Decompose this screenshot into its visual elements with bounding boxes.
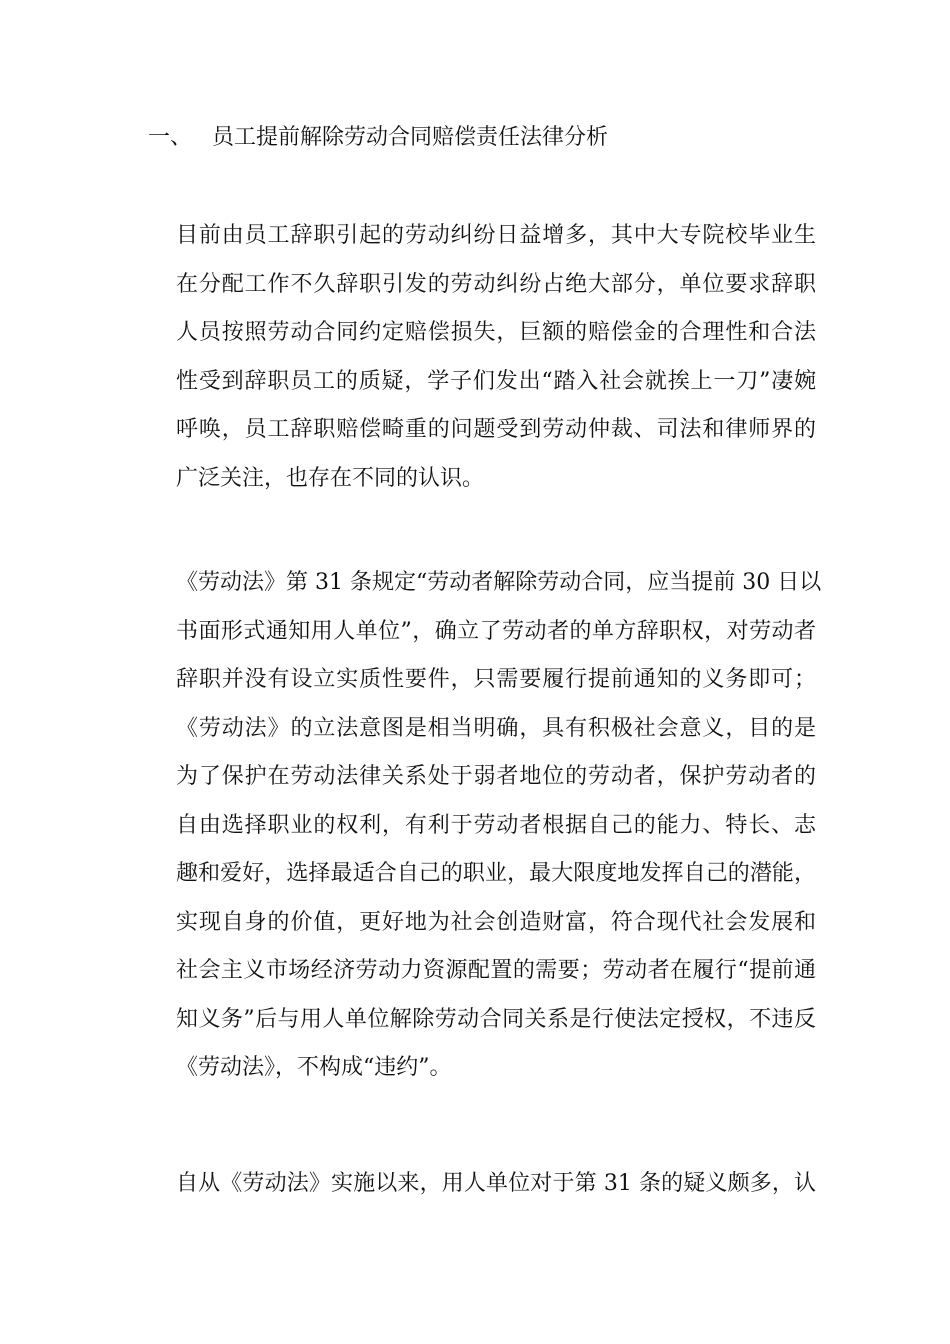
paragraph-2	[176, 559, 822, 1093]
paragraph-3	[176, 1160, 816, 1209]
paragraph-line: 趣和爱好，选择最适合自己的职业，最大限度地发挥自己的潜能，	[176, 861, 816, 886]
paragraph-line: 《劳动法》第 31 条规定“劳动者解除劳动合同，应当提前 30 日以	[176, 570, 822, 595]
section-number: 一、	[148, 125, 193, 150]
section-title: 员工提前解除劳动合同赔偿责任法律分析	[212, 125, 609, 150]
paragraph-line: 自由选择职业的权利，有利于劳动者根据自己的能力、特长、志	[176, 812, 816, 838]
paragraph-line: 辞职并没有设立实质性要件，只需要履行提前通知的义务即可；	[176, 667, 816, 692]
paragraph-line: 广泛关注，也存在不同的认识。	[176, 465, 485, 491]
paragraph-line: 性受到辞职员工的质疑，学子们发出“踏入社会就挨上一刀”凄婉	[176, 368, 816, 394]
paragraph-line: 《劳动法》，不构成“违约”。	[176, 1055, 452, 1080]
paragraph-line: 呼唤，员工辞职赔偿畸重的问题受到劳动仲裁、司法和律师界的	[176, 417, 816, 442]
paragraph-line: 书面形式通知用人单位”，确立了劳动者的单方辞职权，对劳动者	[176, 618, 816, 644]
paragraph-line: 实现自身的价值，更好地为社会创造财富，符合现代社会发展和	[176, 909, 816, 935]
section-heading	[148, 118, 608, 158]
paragraph-line: 为了保护在劳动法律关系处于弱者地位的劳动者，保护劳动者的	[176, 764, 816, 789]
paragraph-line: 目前由员工辞职引起的劳动纠纷日益增多，其中大专院校毕业生	[176, 223, 816, 248]
paragraph-line: 人员按照劳动合同约定赔偿损失，巨额的赔偿金的合理性和合法	[176, 320, 816, 345]
paragraph-line: 自从《劳动法》实施以来，用人单位对于第 31 条的疑义颇多，认	[176, 1171, 816, 1196]
paragraph-line: 在分配工作不久辞职引发的劳动纠纷占绝大部分，单位要求辞职	[176, 271, 816, 297]
paragraph-line: 社会主义市场经济劳动力资源配置的需要；劳动者在履行“提前通	[176, 958, 816, 983]
paragraph-line: 《劳动法》的立法意图是相当明确，具有积极社会意义，目的是	[176, 715, 816, 741]
paragraph-line: 知义务”后与用人单位解除劳动合同关系是行使法定授权，不违反	[176, 1006, 816, 1032]
paragraph-1	[176, 212, 816, 503]
